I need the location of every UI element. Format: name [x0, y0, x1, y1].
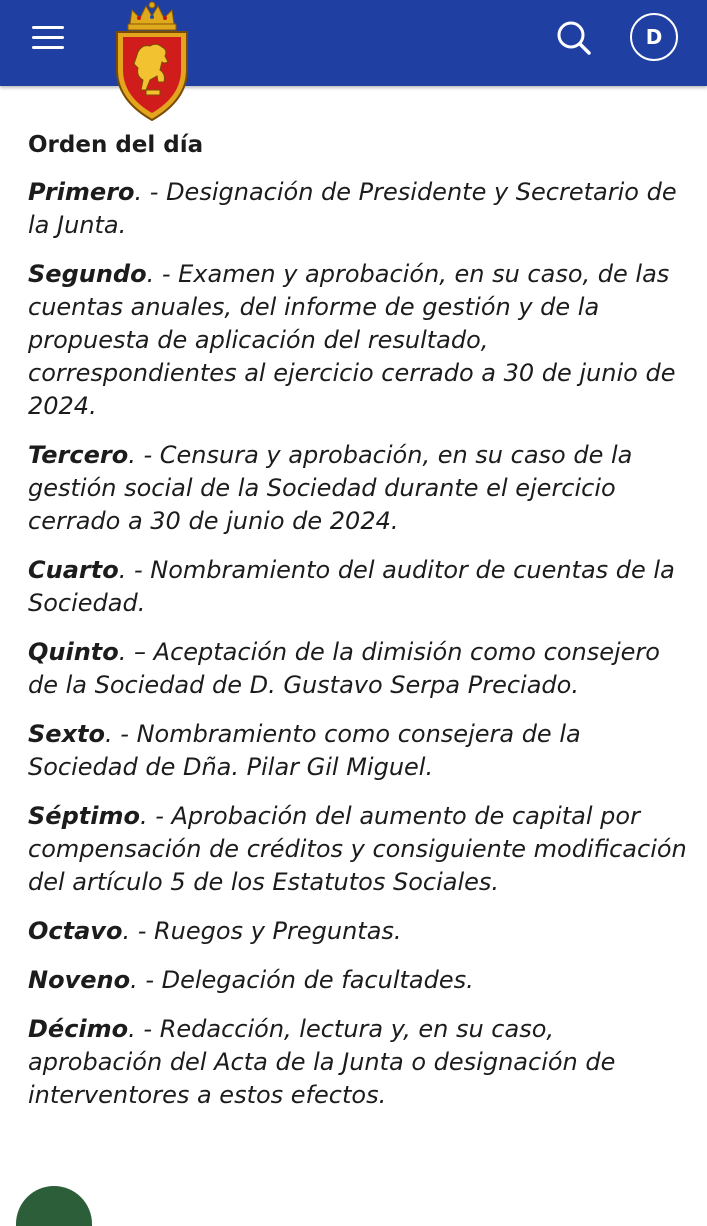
agenda-item-text: . - Censura y aprobación, en su caso de la gestión social de la Sociedad durante el ejercicio cerrado a 30 de junio de 2024. [28, 441, 633, 535]
agenda-item-text: . - Designación de Presidente y Secretario de la Junta. [28, 178, 677, 239]
agenda-item-label: Noveno [28, 966, 131, 994]
agenda-item-tercero [28, 439, 688, 538]
agenda-item-primero [28, 176, 688, 242]
search-icon[interactable] [552, 16, 596, 60]
agenda-item-octavo [28, 915, 688, 948]
agenda-item-text: . - Aprobación del aumento de capital por compensación de créditos y consiguiente modificación del artículo 5 de los Estatutos Sociales. [28, 802, 687, 896]
agenda-heading: Orden del día [28, 132, 204, 158]
agenda-item-segundo [28, 258, 688, 423]
agenda-item-label: Séptimo [28, 802, 140, 830]
agenda-item-label: Décimo [28, 1015, 129, 1043]
agenda-item-text: . - Redacción, lectura y, en su caso, aprobación del Acta de la Junta o designación de interventores a estos efectos. [28, 1015, 616, 1109]
agenda-item-text: . - Nombramiento del auditor de cuentas de la Sociedad. [28, 556, 675, 617]
agenda-item-label: Octavo [28, 917, 123, 945]
agenda-item-label: Quinto [28, 638, 119, 666]
floating-action-button[interactable] [16, 1186, 92, 1226]
agenda-item-label: Segundo [28, 260, 147, 288]
agenda-item-septimo [28, 800, 688, 899]
real-zaragoza-crest-icon[interactable] [110, 0, 194, 124]
agenda-item-text: . – Aceptación de la dimisión como consejero de la Sociedad de D. Gustavo Serpa Preciado. [28, 638, 660, 699]
top-app-bar [0, 0, 707, 86]
agenda-item-text: . - Nombramiento como consejera de la Sociedad de Dña. Pilar Gil Miguel. [28, 720, 581, 781]
agenda-item-cuarto [28, 554, 688, 620]
agenda-item-noveno [28, 964, 688, 997]
hamburger-menu-icon[interactable] [28, 22, 70, 54]
agenda-item-text: . - Ruegos y Preguntas. [122, 917, 402, 945]
agenda-item-text: . - Examen y aprobación, en su caso, de las cuentas anuales, del informe de gestión y de la propuesta de aplicación del resultado, correspondientes al ejercicio cerrado a 30 de junio de 2024. [28, 260, 676, 420]
agenda-item-label: Primero [28, 178, 135, 206]
agenda-item-decimo [28, 1013, 688, 1112]
agenda-item-label: Sexto [28, 720, 106, 748]
agenda-document [28, 128, 688, 1128]
agenda-item-quinto [28, 636, 688, 702]
agenda-item-sexto [28, 718, 688, 784]
agenda-item-text: . - Delegación de facultades. [130, 966, 474, 994]
agenda-item-label: Cuarto [28, 556, 119, 584]
agenda-item-label: Tercero [28, 441, 129, 469]
user-avatar-button[interactable]: D [630, 13, 678, 61]
